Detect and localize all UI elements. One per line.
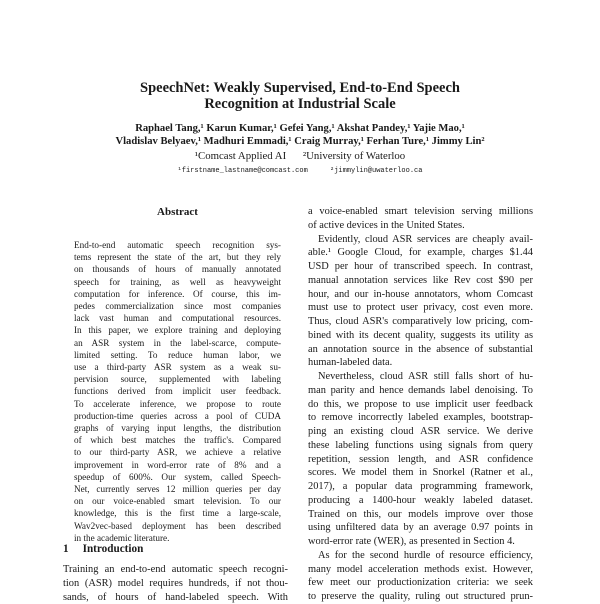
text-line: In this paper, we explore training and deploying [74,324,281,336]
text-line: knowledge, this is the first time a large-scale, [74,507,281,519]
text-line: on our voice-enabled smart television. To our [74,495,281,507]
title-line-1: SpeechNet: Weakly Supervised, End-to-End Speech [0,80,600,96]
text-line: lack vast human and computational resources. [74,312,281,324]
text-line: to our third-party ASR, we achieve a relative [74,446,281,458]
text-line: limited setting. To reduce human labor, we [74,349,281,361]
introduction-heading [63,543,143,555]
text-line: USD per hour of transcribed speech. In contrast, [308,260,533,274]
text-line: Trained on this, our models improve over those [308,508,533,522]
abstract-heading: Abstract [74,206,281,218]
text-line: speech for training, as well as heavyweight [74,276,281,288]
text-line: few meet our productionization criteria: we seek [308,576,533,590]
affiliation-waterloo: ²University of Waterloo [303,150,405,162]
text-line: on thousands of hours of manually annotated [74,263,281,275]
text-line: producing a 1400-hour weakly labeled dataset. [308,494,533,508]
text-line: must use to protect user privacy, cost even more. [308,301,533,315]
paragraph-label-denoising [308,370,533,549]
text-line: man parity and hence demands label denoising. To [308,384,533,398]
text-line: Training an end-to-end automatic speech recogni- [63,563,288,577]
text-line: Evidently, cloud ASR services are cheaply avail- [308,233,533,247]
section-title: Introduction [83,543,144,555]
paragraph-resource-efficiency [308,549,533,604]
authors-line-2: Vladislav Belyaev,¹ Madhuri Emmadi,¹ Craig Murray,¹ Ferhan Ture,¹ Jimmy Lin² [0,135,600,148]
paragraph-continued [308,205,533,233]
author-list [0,122,600,148]
text-line: many model acceleration methods exist. However, [308,563,533,577]
text-line: repetition, session length, and ASR confidence [308,453,533,467]
paragraph-cloud-asr [308,233,533,371]
text-line: an annotation source in the absence of substantial [308,343,533,357]
introduction-body [63,563,288,604]
text-line: pedes commercialization since most companies [74,300,281,312]
text-line: 2017), a popular data programming framework, [308,480,533,494]
email-waterloo: ²jimmylin@uwaterloo.ca [330,167,422,175]
text-line: use a third-party ASR system as a weak su- [74,361,281,373]
text-line: graphs of varying input lengths, the distribution [74,422,281,434]
authors-line-1: Raphael Tang,¹ Karun Kumar,¹ Gefei Yang,¹ Akshat Pandey,¹ Yajie Mao,¹ [0,122,600,135]
text-line: these labeling functions using signals from query [308,439,533,453]
text-line: production-time queries across a pool of CUDA [74,410,281,422]
text-line: human-labeled data. [308,356,533,370]
email-comcast: ¹firstname_lastname@comcast.com [178,167,308,175]
affiliations [0,150,600,162]
paper-title [0,80,600,112]
text-line: hour, and our in-house annotators, whom Comcast [308,288,533,302]
text-line: Thus, cloud ASR's comparatively low pricing, com- [308,315,533,329]
title-line-2: Recognition at Industrial Scale [0,96,600,112]
text-line: pervision source, supplemented with labeling [74,373,281,385]
text-line: End-to-end automatic speech recognition sys- [74,239,281,251]
text-line: ping an existing cloud ASR service. We derive [308,425,533,439]
text-line: To accelerate inference, we propose to route [74,398,281,410]
text-line: tems represent the state of the art, but they rely [74,251,281,263]
text-line: do this, we propose to use implicit user feedback [308,398,533,412]
section-number: 1 [63,543,69,555]
text-line: scores. We model them in Snorkel (Ratner et al., [308,466,533,480]
text-line: to remove incorrectly labeled examples, bootstrap- [308,411,533,425]
right-column [308,205,533,604]
text-line: functions derived from implicit user feedback. [74,385,281,397]
text-line: As for the second hurdle of resource efficiency, [308,549,533,563]
text-line: sands, of hours of hand-labeled speech. With [63,591,288,604]
affiliation-comcast: ¹Comcast Applied AI [195,150,286,162]
text-line: a voice-enabled smart television serving millions [308,205,533,219]
emails [0,167,600,175]
text-line: computation for inference. Of course, this im- [74,288,281,300]
text-line: of active devices in the United States. [308,219,533,233]
text-line: to preserve the quality, ruling out structured prun- [308,590,533,604]
text-line: manual annotation services like Rev cost $90 per [308,274,533,288]
text-line: tion (ASR) model requires hundreds, if not thou- [63,577,288,591]
text-line: of which best matches the traffic's. Compared [74,434,281,446]
text-line: bined with its decent quality, suggests its utility as [308,329,533,343]
text-line: speedup of 600%. Our system, called Speech- [74,471,281,483]
text-line: word-error rate (WER), as presented in Section 4. [308,535,533,549]
text-line: improvement in word-error rate of 8% and a [74,459,281,471]
text-line: an ASR system in the label-scarce, compute- [74,337,281,349]
text-line: in the academic literature. [74,532,281,544]
text-line: Net, currently serves 12 million queries per day [74,483,281,495]
text-line: Nevertheless, cloud ASR still falls short of hu- [308,370,533,384]
text-line: using unfiltered data by an average 0.97 points in [308,521,533,535]
text-line: Wav2vec-based deployment has been described [74,520,281,532]
abstract-body [74,239,281,544]
text-line: able.¹ Google Cloud, for example, charges $1.44 [308,246,533,260]
